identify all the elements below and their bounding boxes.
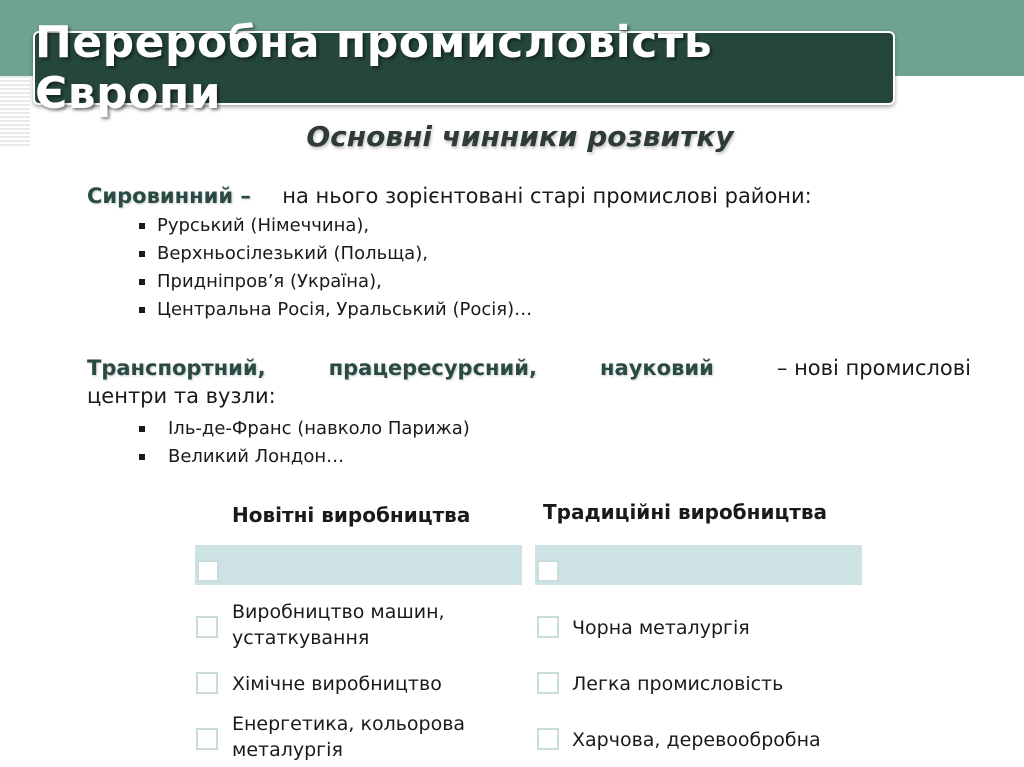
checkbox-icon xyxy=(197,560,219,582)
labor-factor: працересурсний, xyxy=(328,356,537,380)
checkbox-icon xyxy=(537,560,559,582)
new-industry-item: Виробництво машин, устаткування xyxy=(232,601,445,649)
traditional-industries-heading: Традиційні виробництва xyxy=(543,500,828,524)
transport-section-heading xyxy=(87,356,971,408)
bullet-icon xyxy=(139,307,145,313)
list-item: Великий Лондон… xyxy=(139,443,470,471)
checkbox-icon xyxy=(537,672,559,694)
list-item: Іль-де-Франс (навколо Парижа) xyxy=(139,415,470,443)
raw-section-list xyxy=(139,212,532,324)
slide-title: Переробна промисловість Європи xyxy=(35,17,713,119)
bullet-icon xyxy=(139,251,145,257)
transport-section-text-line1: – нові промислові xyxy=(776,356,971,380)
checkbox-icon xyxy=(537,728,559,750)
traditional-industries-header-bar xyxy=(535,545,862,585)
raw-section-heading xyxy=(87,184,812,208)
transport-section-list xyxy=(139,415,470,471)
bullet-icon xyxy=(139,279,145,285)
slide-subtitle: Основні чинники розвитку xyxy=(306,120,734,153)
science-factor: науковий xyxy=(600,356,714,380)
bullet-icon xyxy=(139,454,145,460)
raw-section-text: на нього зорієнтовані старі промислові райони: xyxy=(282,184,812,208)
traditional-industry-item: Легка промисловість xyxy=(572,673,784,695)
new-industry-item: Енергетика, кольорова металургія xyxy=(232,713,466,761)
checkbox-icon xyxy=(196,728,218,750)
traditional-industry-item: Харчова, деревообробна xyxy=(572,729,821,751)
checkbox-icon xyxy=(196,616,218,638)
raw-section-title: Сировинний – xyxy=(87,184,251,208)
new-industry-item: Хімічне виробництво xyxy=(232,673,442,695)
transport-factor: Транспортний, xyxy=(87,356,266,380)
list-item: Верхньосілезький (Польща), xyxy=(139,240,532,268)
checkbox-icon xyxy=(537,616,559,638)
traditional-industry-item: Чорна металургія xyxy=(572,617,750,639)
new-industries-heading: Новітні виробництва xyxy=(232,503,471,527)
bullet-icon xyxy=(139,426,145,432)
new-industries-header-bar xyxy=(195,545,522,585)
transport-section-text-line2: центри та вузли: xyxy=(87,384,276,408)
checkbox-icon xyxy=(196,672,218,694)
list-item: Придніпров’я (Україна), xyxy=(139,268,532,296)
title-banner xyxy=(33,17,895,119)
list-item: Центральна Росія, Уральський (Росія)… xyxy=(139,296,532,324)
list-item: Рурський (Німеччина), xyxy=(139,212,532,240)
bullet-icon xyxy=(139,223,145,229)
